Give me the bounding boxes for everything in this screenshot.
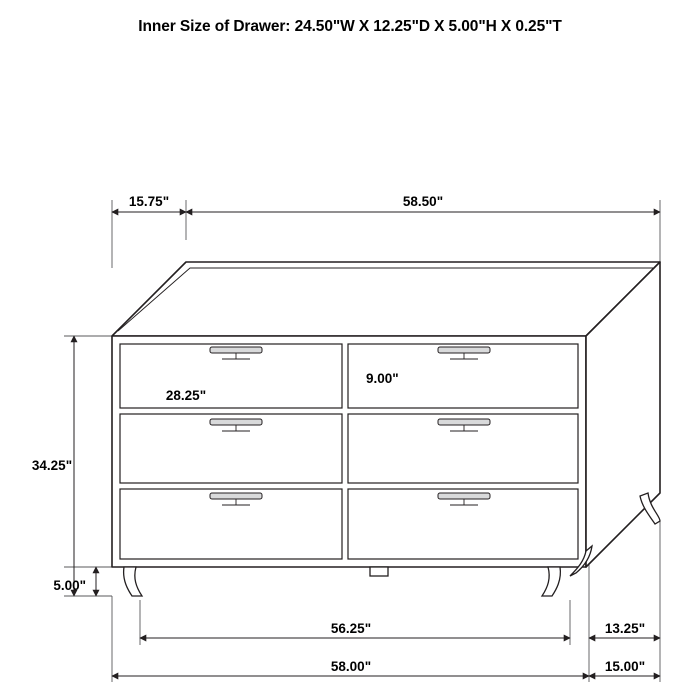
dim-top-width: 58.50" bbox=[402, 194, 444, 209]
handle-icon bbox=[438, 493, 490, 499]
handle-icon bbox=[210, 493, 262, 499]
handle-icon bbox=[438, 419, 490, 425]
page-title: Inner Size of Drawer: 24.50"W X 12.25"D X 5.00"H X 0.25"T bbox=[138, 18, 562, 35]
dim-leg-height: 5.00" bbox=[53, 578, 86, 593]
dim-top-left-depth: 15.75" bbox=[128, 194, 170, 209]
leg-front-right bbox=[542, 567, 560, 596]
drawer-grid bbox=[120, 344, 578, 559]
handle-icon bbox=[438, 347, 490, 353]
dim-drawer-width: 28.25" bbox=[165, 388, 207, 403]
handle-icon bbox=[210, 419, 262, 425]
dim-side-depth-outer: 15.00" bbox=[604, 659, 646, 674]
center-support bbox=[370, 567, 388, 576]
dim-drawer-height: 9.00" bbox=[366, 371, 399, 386]
drawer-front bbox=[120, 344, 342, 408]
dim-total-height: 34.25" bbox=[31, 458, 73, 473]
dim-base-inner-width: 56.25" bbox=[330, 621, 372, 636]
dim-base-outer-width: 58.00" bbox=[330, 659, 372, 674]
leg-front-left bbox=[124, 567, 142, 596]
handle-icon bbox=[210, 347, 262, 353]
dim-side-depth-inner: 13.25" bbox=[604, 621, 646, 636]
